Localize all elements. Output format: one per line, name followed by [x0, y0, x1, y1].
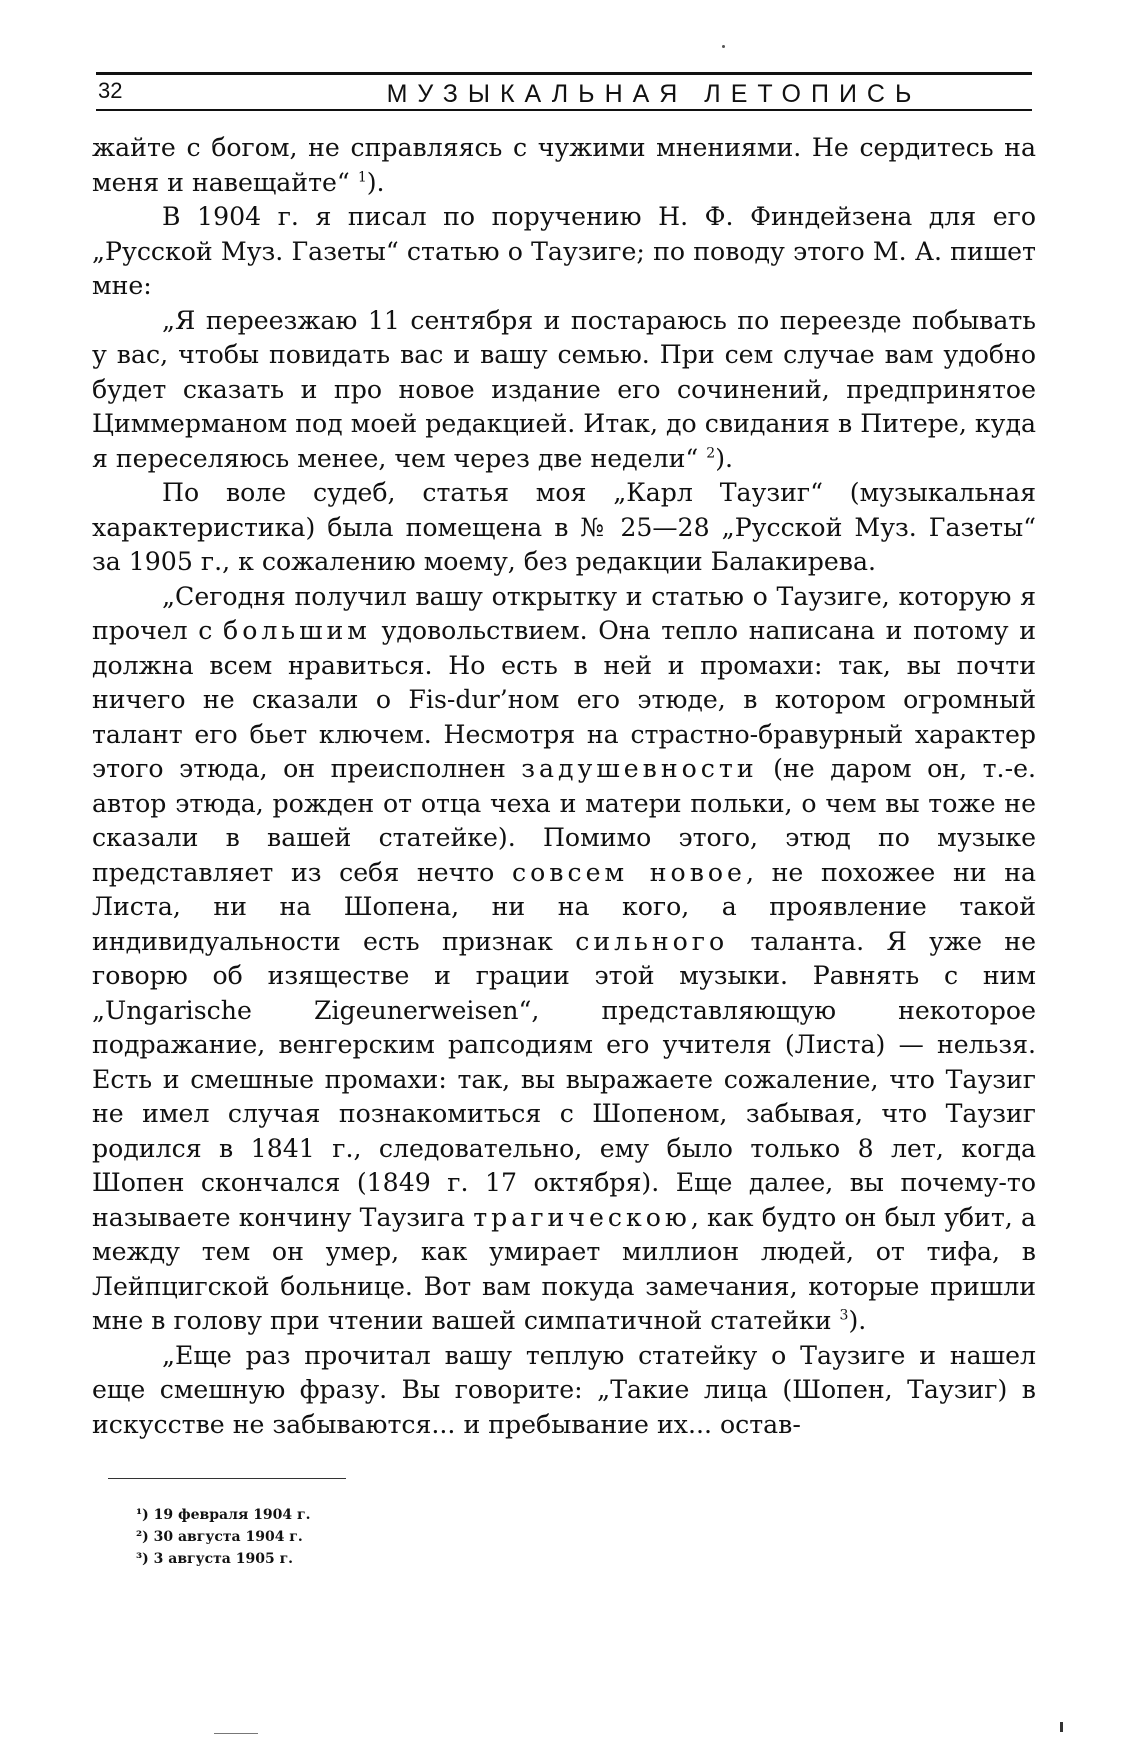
page-header: [96, 76, 1032, 110]
spaced-emphasis: сильного: [575, 926, 729, 956]
paragraph: [92, 1339, 1036, 1443]
print-speck-bottom: [1060, 1722, 1063, 1732]
footnote: ³) 3 августа 1905 г.: [136, 1551, 294, 1567]
text-run: жайте с богом, не справляясь с чужими мнениями. Не сердитесь на меня и навещайте“: [92, 133, 1036, 197]
text-run: „Еще раз прочитал вашу теплую статейку о Таузиге и нашел еще смешную фразу. Вы говорите: „Такие лица (Шопен, Таузиг) в искусстве не забываются... и пребывание их... остав-: [92, 1340, 1036, 1439]
paragraph: [92, 131, 1036, 200]
paragraph: [92, 476, 1036, 580]
text-run: , как будто он был убит, а между тем он умер, как умирает миллион людей, от тифа, в Лейпцигской больнице. Вот вам покуда замечания, которые пришли мне в голову при чтении вашей симпатичной статейки: [92, 1202, 1036, 1335]
header-bottom-rule: [96, 109, 1032, 111]
text-run: В 1904 г. я писал по поручению Н. Ф. Финдейзена для его „Русской Муз. Газеты“ статью о Таузиге; по поводу этого М. А. пишет мне:: [92, 202, 1036, 300]
text-run: По воле судеб, статья моя „Карл Таузиг“ (музыкальная характеристика) была помещена в № 25—28 „Русской Муз. Газеты“ за 1905 г., к сожалению моему, без редакции Балакирева.: [92, 478, 1036, 576]
footnote-ref: 3: [839, 1307, 849, 1324]
text-run: (не даром он, т.-е. автор этюда, рожден от отца чеха и матери польки, о чем вы тоже не сказали в вашей статейке). Помимо этого, этюд по музыке представляет из себя нечто: [92, 754, 1036, 887]
text-run: удовольствием. Она тепло написана и потому и должна всем нравиться. Но есть в ней и промахи: так, вы почти ничего не сказали о Fis-dur’ном его этюде, в котором огромный талант его бьет ключем. Несмотря на страстно-бравурный характер этого этюда, он преисполнен: [92, 616, 1036, 783]
print-speck: [722, 45, 725, 48]
bottom-print-mark: [214, 1733, 258, 1734]
footnote-rule: [108, 1478, 346, 1479]
header-top-rule: [96, 72, 1032, 75]
footnote-ref: 2: [706, 445, 716, 462]
text-run: „Сегодня получил вашу открытку и статью о Таузиге, которую я прочел с: [92, 581, 1036, 645]
text-run: ).: [848, 1306, 867, 1335]
running-title: МУЗЫКАЛЬНАЯ ЛЕТОПИСЬ: [386, 80, 922, 108]
text-run: „Я переезжаю 11 сентября и постараюсь по переезде побывать у вас, чтобы повидать вас и вашу семью. При сем случае вам удобно будет сказать и про новое издание его сочинений, предпринятое Циммерманом под моей редакцией. Итак, до свидания в Питере, куда я переселяюсь менее, чем через две недели“: [92, 305, 1036, 473]
spaced-emphasis: совсем новое: [512, 857, 746, 887]
paragraph: [92, 200, 1036, 304]
footnotes: [136, 1504, 311, 1570]
text-run: , не похожее ни на Листа, ни на Шопена, ни на кого, а проявление такой индивидуальности есть признак: [92, 857, 1037, 956]
text-run: таланта. Я уже не говорю об изяществе и грации этой музыки. Равнять с ним „Ungarische Zigeunerweisen“, представляющую некоторое подражание, венгерским рапсодиям его учителя (Листа) — нельзя. Есть и смешные промахи: так, вы выражаете сожаление, что Таузиг не имел случая познакомиться с Шопеном, забывая, что Таузиг родился в 1841 г., следовательно, ему было только 8 лет, когда Шопен скончался (1849 г. 17 октября). Еще далее, вы почему-то называете кончину Таузига: [92, 926, 1037, 1232]
page-number: 32: [98, 78, 123, 103]
paragraph: [92, 580, 1036, 1339]
text-run: ).: [715, 443, 734, 473]
footnote: ²) 30 августа 1904 г.: [136, 1529, 303, 1545]
paragraph: [92, 304, 1036, 477]
text-run: ).: [366, 167, 385, 197]
body-text: [92, 131, 1036, 1442]
footnote-ref: 1: [357, 169, 367, 186]
spaced-emphasis: большим: [223, 616, 371, 645]
spaced-emphasis: трагическою: [473, 1202, 691, 1232]
footnote: ¹) 19 февраля 1904 г.: [136, 1507, 311, 1523]
spaced-emphasis: задушевности: [521, 754, 758, 783]
